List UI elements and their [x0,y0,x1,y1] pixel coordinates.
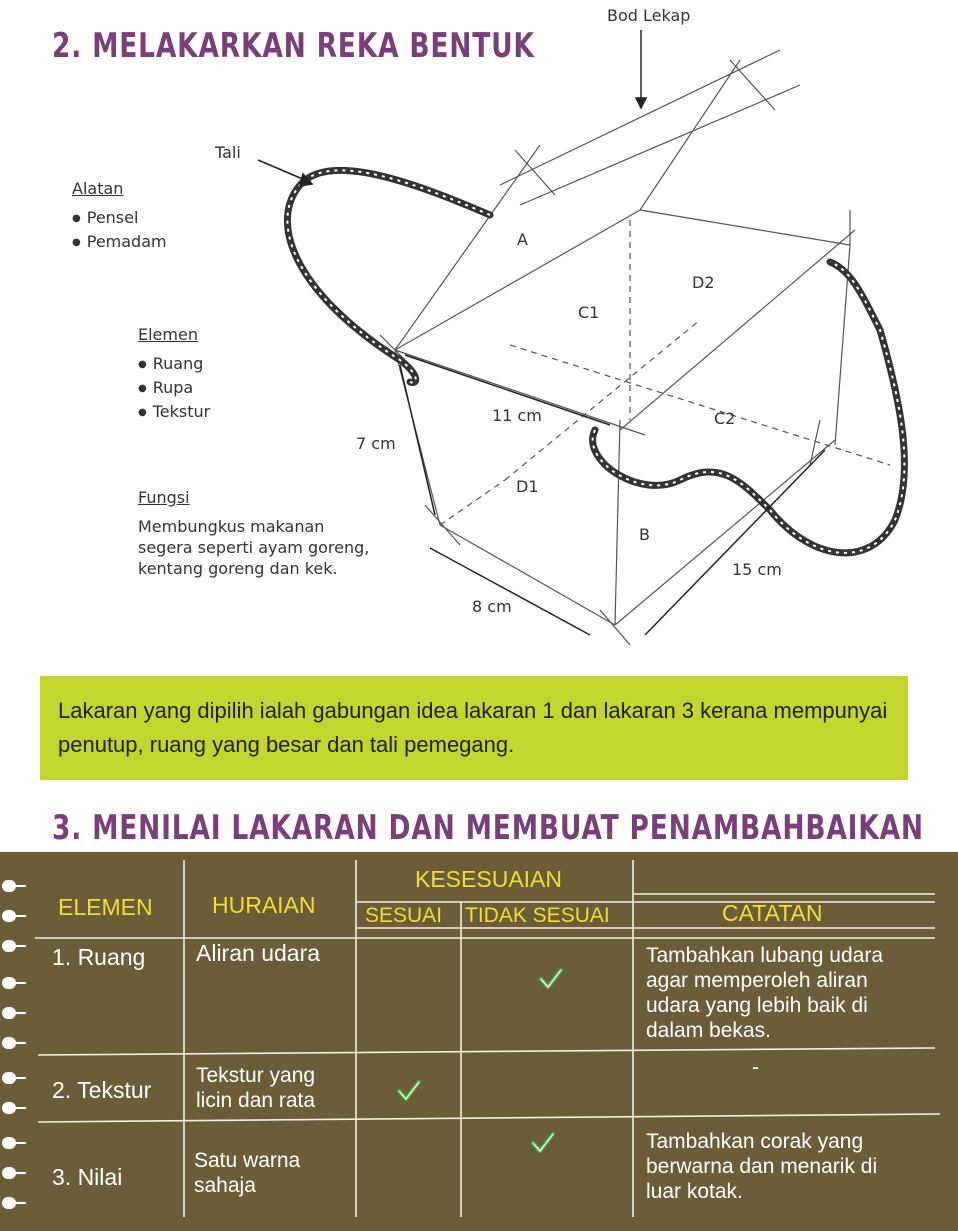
header-huraian: HURAIAN [212,892,316,918]
highlight-box [40,676,908,780]
elemen-item: ● Tekstur [138,401,210,425]
evaluation-table [0,852,958,1231]
row3-tidak-sesuai-check-icon [530,1130,556,1156]
label-c1: C1 [578,303,600,322]
alatan-block [72,178,167,255]
header-kesesuaian: KESESUAIAN [415,866,562,892]
header-elemen: ELEMEN [58,894,153,920]
fungsi-heading: Fungsi [138,488,190,507]
header-tidak-sesuai: TIDAK SESUAI [465,904,610,927]
label-tali: Tali [215,143,241,162]
fungsi-text: Membungkus makanan segera seperti ayam goreng, kentang goreng dan kek. [138,517,370,578]
row2-catatan: - [752,1056,759,1079]
elemen-item: ● Ruang [138,353,210,377]
row1-tidak-sesuai-check-icon [538,966,564,992]
elemen-item: ● Rupa [138,377,210,401]
elemen-block [138,324,210,425]
label-11cm: 11 cm [492,406,542,425]
row1-huraian: Aliran udara [196,940,321,966]
alatan-heading: Alatan [72,179,124,198]
label-8cm: 8 cm [472,597,512,616]
header-sesuai: SESUAI [365,904,443,927]
row3-catatan: Tambahkan corak yang berwarna dan menarik di luar kotak. [646,1130,878,1203]
label-7cm: 7 cm [356,434,396,453]
row3-elemen: 3. Nilai [52,1164,123,1190]
row3-huraian: Satu warna sahaja [194,1149,301,1197]
row1-catatan: Tambahkan lubang udara agar memperoleh aliran udara yang lebih baik di dalam bekas. [646,944,884,1042]
label-d1: D1 [516,477,539,496]
label-c2: C2 [714,409,736,428]
section-3-title: 3. MENILAI LAKARAN DAN MEMBUAT PENAMBAHBAIKAN [52,808,924,848]
section-2-title: 2. MELAKARKAN REKA BENTUK [52,26,535,66]
label-b: B [639,525,650,544]
row2-huraian: Tekstur yang licin dan rata [196,1064,316,1112]
label-d2: D2 [692,273,715,292]
fungsi-block [138,487,378,579]
label-a: A [517,230,528,249]
label-15cm: 15 cm [732,560,782,579]
row2-sesuai-check-icon [396,1078,422,1104]
row2-elemen: 2. Tekstur [52,1077,152,1103]
label-bod-lekap: Bod Lekap [607,6,691,25]
elemen-heading: Elemen [138,325,198,344]
header-catatan: CATATAN [722,900,823,926]
row1-elemen: 1. Ruang [52,944,146,970]
alatan-item: ● Pensel [72,207,167,231]
sketch-line [500,50,780,185]
highlight-text: Lakaran yang dipilih ialah gabungan idea lakaran 1 dan lakaran 3 kerana mempunyai penutup, ruang yang besar dan tali pemegang. [58,698,888,757]
alatan-item: ● Pemadam [72,231,167,255]
